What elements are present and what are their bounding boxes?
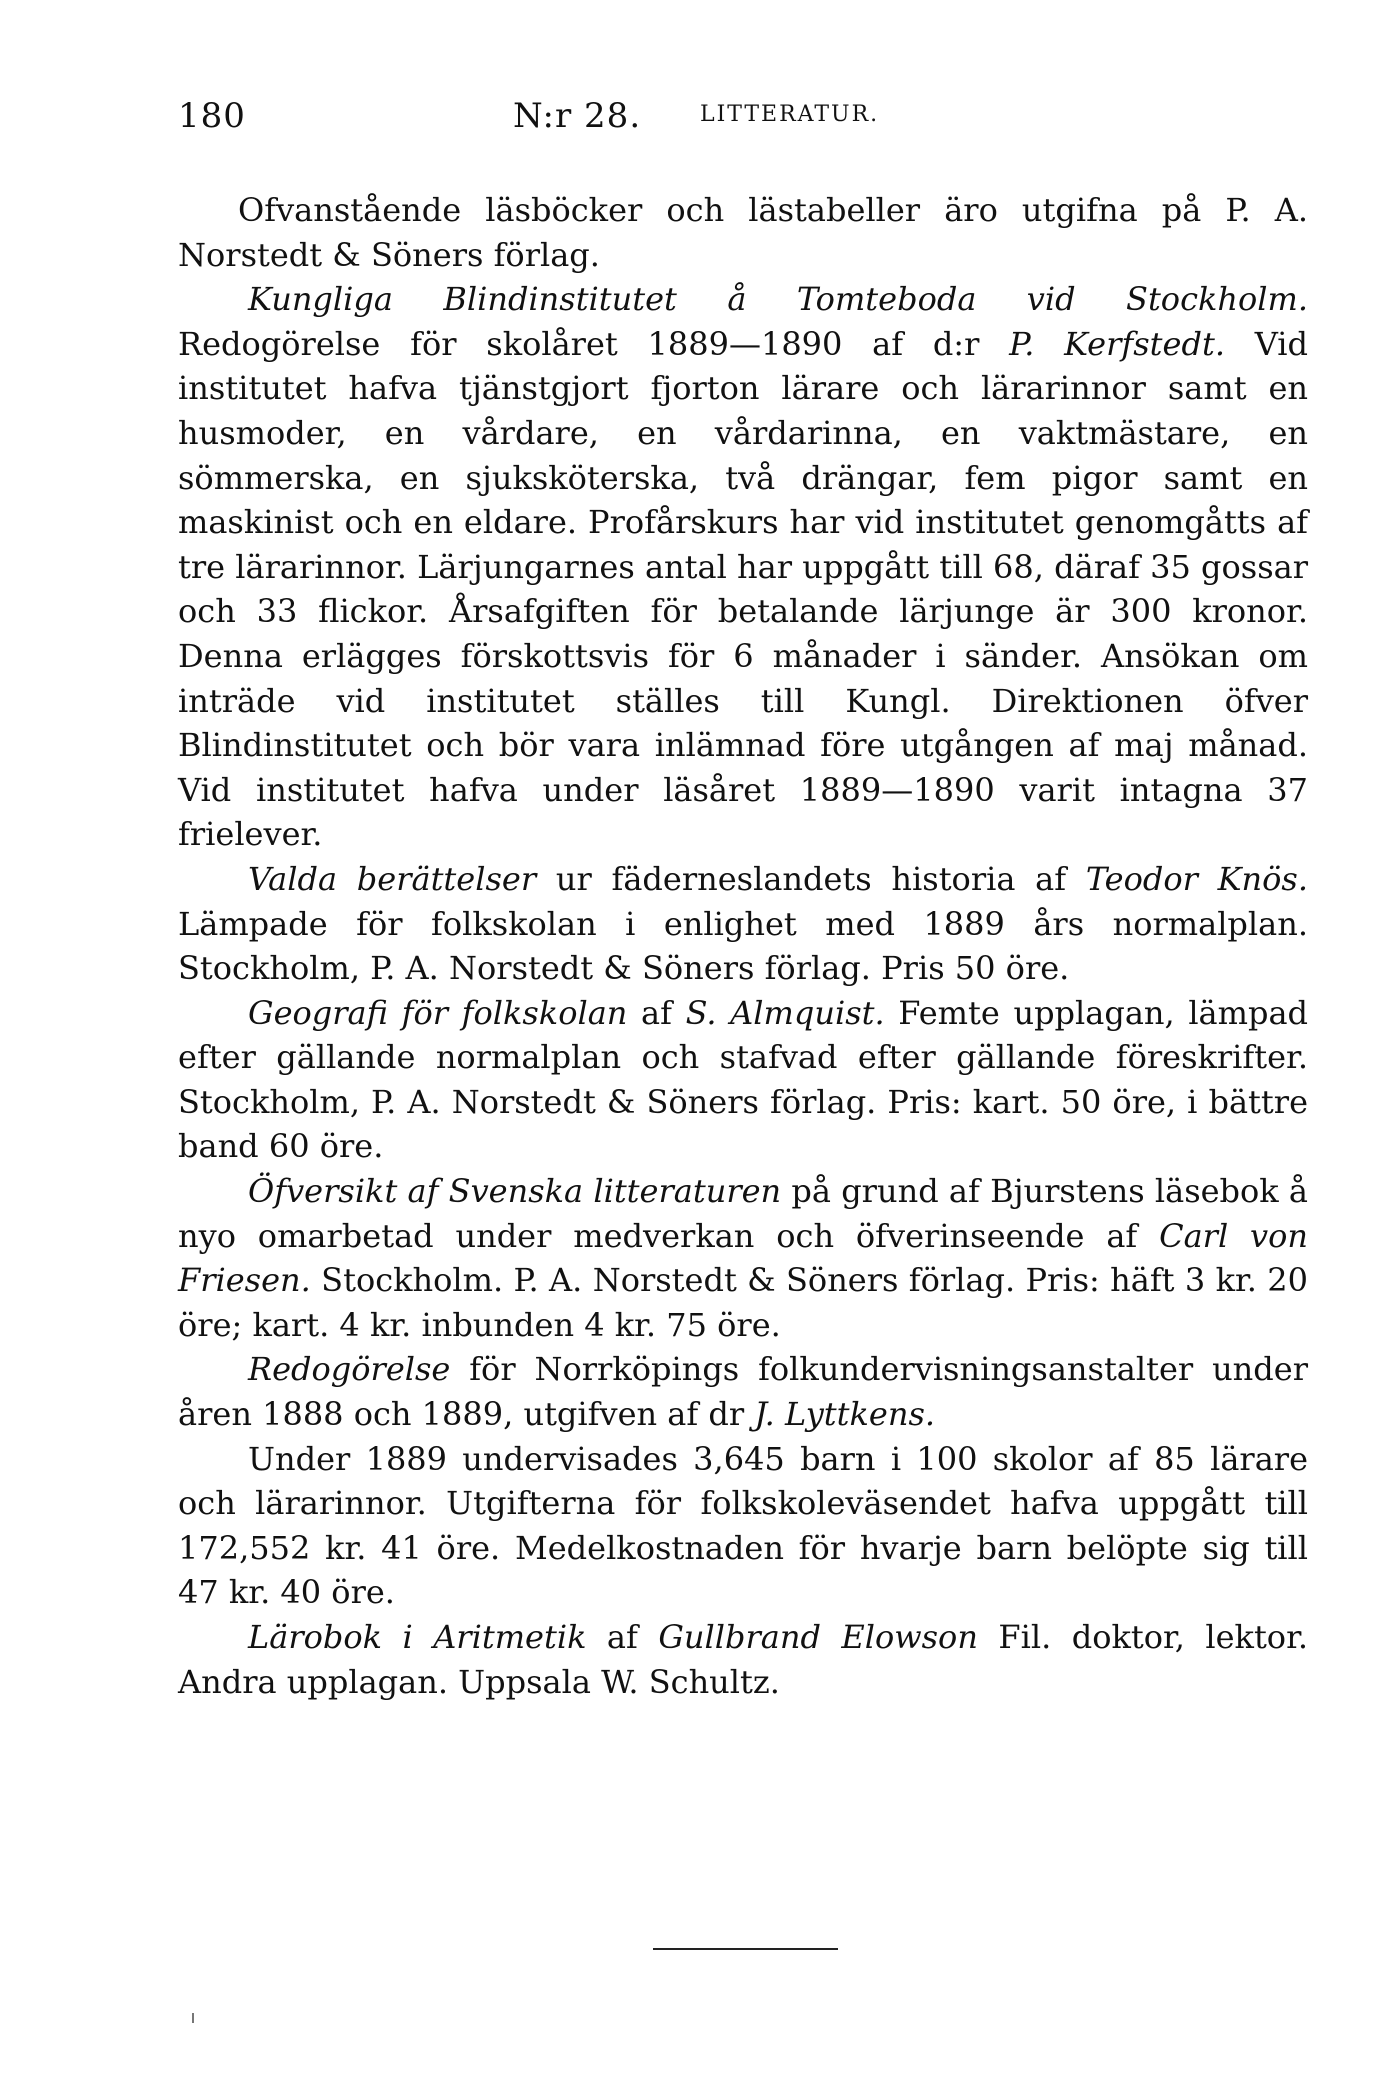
issue-number: N:r 28.	[513, 96, 642, 136]
paragraph-geografi	[178, 991, 1308, 1169]
work-title: Kungliga Blindinstitutet å Tomteboda vid Stockholm.	[248, 280, 1308, 319]
paragraph-text: Femte upplagan, lämpad efter gällande normalplan och stafvad efter gällande föreskrifter. Stockholm, P. A. Norstedt & Söners förlag. Pris: kart. 50 öre, i bättre band 60 öre.	[178, 993, 1309, 1166]
paragraph-blindinstitutet	[178, 277, 1308, 857]
author-name: S. Almquist.	[685, 993, 885, 1032]
work-title: Redogörelse	[248, 1350, 451, 1389]
work-title: Lärobok i Aritmetik	[248, 1618, 587, 1656]
body-text	[178, 188, 1308, 1704]
paragraph-text: för Norrköpings folkundervisningsanstalter under åren 1888 och 1889, utgifven af dr	[178, 1350, 1308, 1434]
author-name: J. Lyttkens.	[754, 1395, 936, 1434]
paragraph-larobok	[178, 1615, 1308, 1704]
paragraph-text: af	[586, 1618, 659, 1656]
paragraph-publisher-note	[178, 188, 1308, 277]
paragraph-text: Fil. doktor, lektor. Andra upplagan. Uppsala W. Schultz.	[178, 1618, 1309, 1701]
paragraph-text: Ofvanstående läsböcker och lästabeller äro utgifna på P. A. Norstedt & Söners förlag.	[178, 191, 1308, 274]
paragraph-text: Lämpade för folkskolan i enlighet med 1889 års normalplan. Stockholm, P. A. Norstedt & Söners förlag. Pris 50 öre.	[178, 904, 1308, 988]
paragraph-text: Vid institutet hafva tjänstgjort fjorton lärare och lärarinnor samt en husmoder, en vårdare, en vårdarinna, en vaktmästare, en sömmerska, en sjuksköterska, två drängar, fem pigor samt en maskinist och en eldare. Profårskurs har vid institutet genomgåtts af tre lärarinnor. Lärjungarnes antal har uppgått till 68, däraf 35 gossar och 33 flickor. Årsafgiften för betalande lärjunge är 300 kronor. Denna erlägges förskottsvis för 6 månader i sänder. Ansökan om inträde vid institutet ställes till Kungl. Direktionen öfver Blindinstitutet och bör vara inlämnad före utgången af maj månad. Vid institutet hafva under läsåret 1889—1890 varit intagna 37 frielever.	[178, 324, 1309, 854]
author-name: Teodor Knös.	[1085, 859, 1309, 898]
author-name: Carl von Friesen.	[178, 1216, 1309, 1300]
page-number: 180	[178, 96, 246, 136]
section-title: LITTERATUR.	[700, 102, 880, 127]
paragraph-text: af	[627, 993, 686, 1032]
paragraph-text: Stockholm. P. A. Norstedt & Söners förlag. Pris: häft 3 kr. 20 öre; kart. 4 kr. inbunden 4 kr. 75 öre.	[178, 1261, 1308, 1344]
section-divider	[653, 1948, 838, 1950]
paragraph-ofversikt	[178, 1169, 1308, 1347]
paragraph-text: Under 1889 undervisades 3,645 barn i 100 skolor af 85 lärare och lärarinnor. Utgifterna för folkskoleväsendet hafva uppgått till 172,552 kr. 41 öre. Medelkostnaden för hvarje barn belöpte sig till 47 kr. 40 öre.	[178, 1439, 1308, 1612]
paragraph-text: ur fäderneslandets historia af	[536, 859, 1086, 898]
work-title: Öfversikt af Svenska litteraturen	[248, 1172, 782, 1211]
author-name: P. Kerfstedt.	[1009, 324, 1225, 363]
author-name: Gullbrand Elowson	[658, 1618, 978, 1656]
paragraph-redogorelse	[178, 1347, 1308, 1436]
work-title: Geografi för folkskolan	[248, 993, 628, 1032]
page-header	[178, 96, 1308, 156]
paragraph-valda-berattelser	[178, 857, 1308, 991]
paragraph-text: Redogörelse för skolåret 1889—1890 af d:r	[178, 324, 1010, 363]
print-speck	[192, 2013, 194, 2023]
paragraph-text: på grund af Bjurstens läsebok å nyo omarbetad under medverkan och öfverinseende af	[178, 1172, 1309, 1255]
paragraph-statistics	[178, 1437, 1308, 1615]
work-title: Valda berättelser	[248, 859, 537, 898]
